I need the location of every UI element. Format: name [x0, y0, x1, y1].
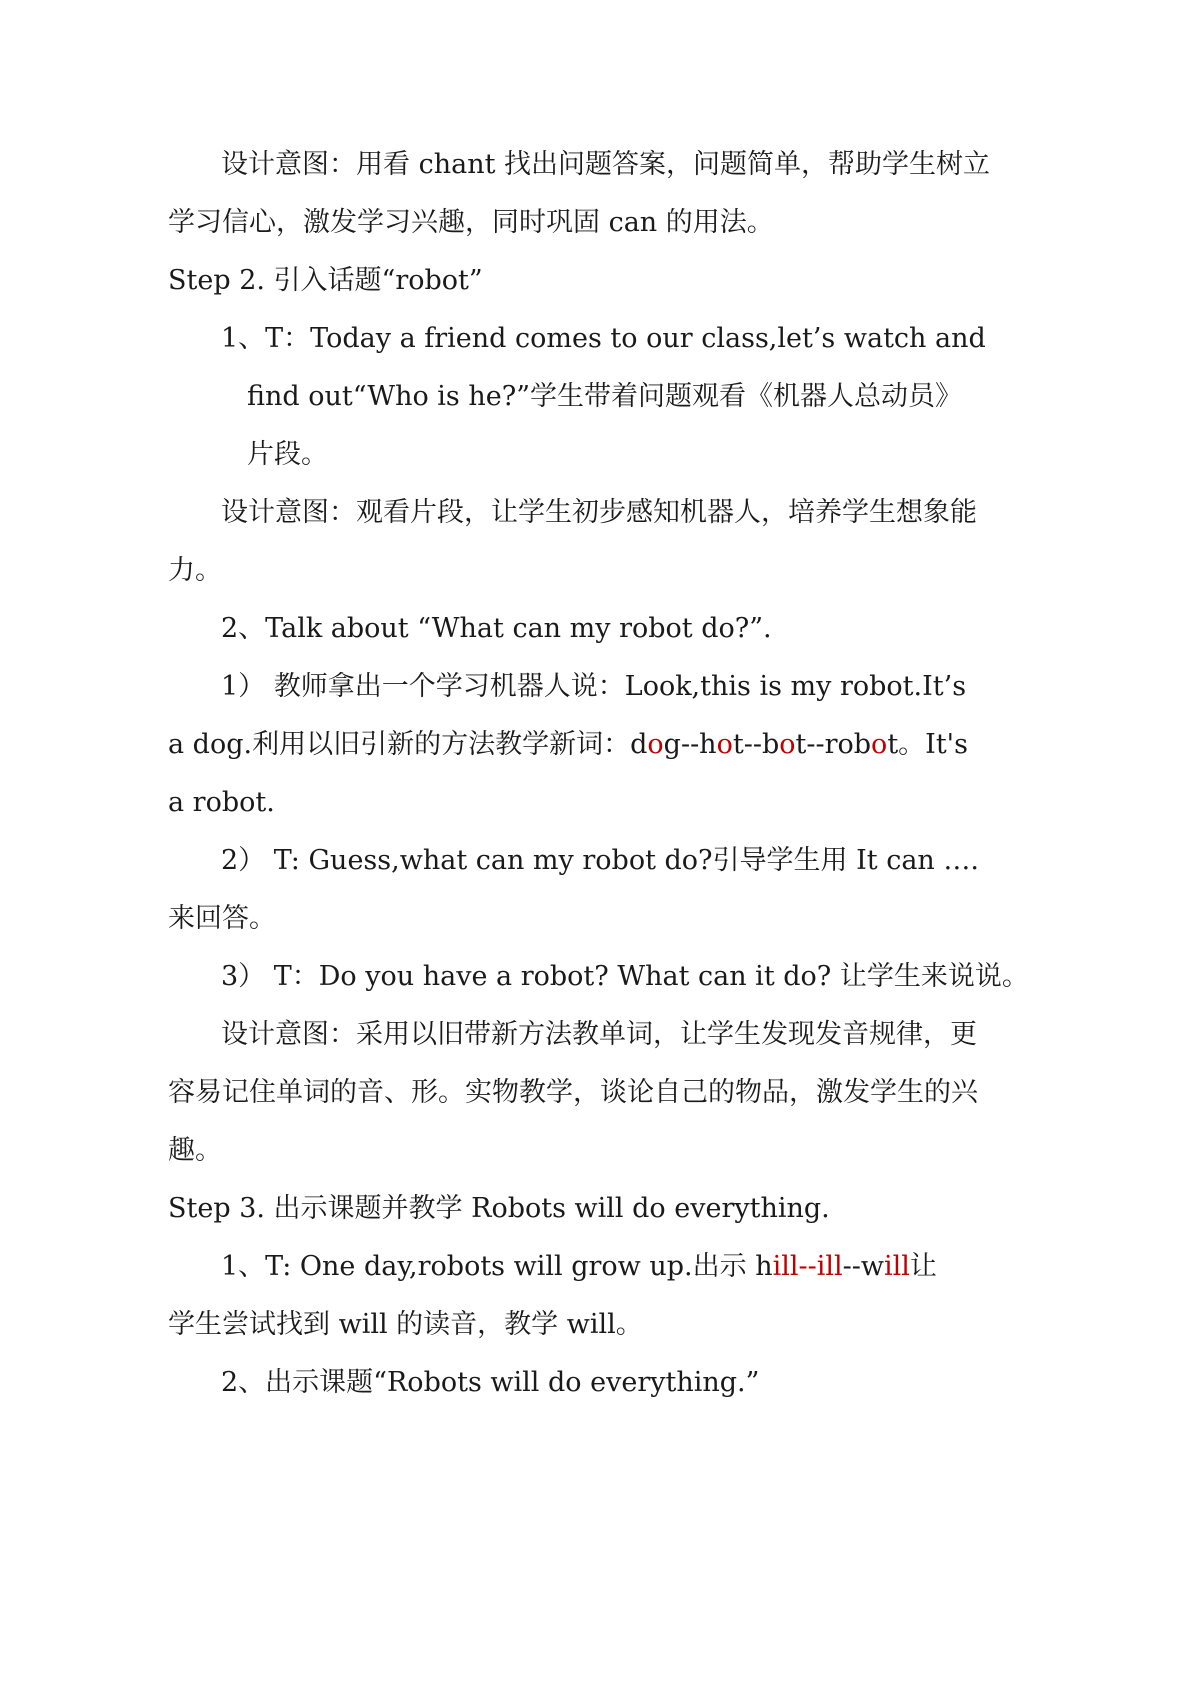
- word-chain-2-segment: --w: [842, 1251, 884, 1282]
- word-chain-1-segment: t--rob: [795, 729, 872, 760]
- word-chain-1-segment: o: [779, 729, 796, 760]
- design-intent-1-line-1: 设计意图：用看 chant 找出问题答案，问题简单，帮助学生树立: [221, 149, 991, 180]
- word-chain-1-segment: o: [716, 729, 733, 760]
- step-2-sub-1-line-2: [168, 725, 968, 765]
- step-2-item-1-line-1: 1、T：Today a friend comes to our class,let’s watch and: [221, 323, 986, 354]
- design-intent-3-line-2: 容易记住单词的音、形。实物教学，谈论自己的物品，激发学生的兴: [168, 1077, 978, 1108]
- word-chain-1-segment: d: [630, 729, 648, 760]
- step-2-item-1-line-2: find out“Who is he?”学生带着问题观看《机器人总动员》: [247, 381, 963, 412]
- step-3-item-1-line-1: [221, 1247, 937, 1287]
- step-3-item-1-line-1-text: 1、T: One day,robots will grow up.出示: [221, 1251, 756, 1282]
- word-chain-1-segment: t--b: [732, 729, 780, 760]
- step-2-sub-2-line-2: 来回答。: [168, 903, 276, 934]
- step-2-sub-1-line-1: 1） 教师拿出一个学习机器人说：Look,this is my robot.It’s: [221, 671, 967, 702]
- step-3-item-1-line-1-end: 让: [909, 1251, 937, 1282]
- word-chain-2-segment: h: [755, 1251, 773, 1282]
- word-chain-2-segment: ill--ill: [772, 1251, 843, 1282]
- word-chain-2-segment: ill: [884, 1251, 910, 1282]
- step-2-item-1-line-3: 片段。: [247, 439, 328, 470]
- step-2-sub-1-line-3: a robot.: [168, 787, 275, 818]
- step-3-item-1-line-2: 学生尝试找到 will 的读音，教学 will。: [168, 1309, 643, 1340]
- design-intent-3-line-1: 设计意图：采用以旧带新方法教单词，让学生发现发音规律，更: [221, 1019, 977, 1050]
- design-intent-3-line-3: 趣。: [168, 1135, 222, 1166]
- step-2-sub-3: 3） T：Do you have a robot? What can it do? 让学生来说说。: [221, 961, 1029, 992]
- step-2-sub-2-line-1: 2） T: Guess,what can my robot do?引导学生用 It can ….: [221, 845, 979, 876]
- step-3-item-2: 2、出示课题“Robots will do everything.”: [221, 1367, 760, 1398]
- design-intent-2-line-2: 力。: [168, 555, 222, 586]
- step-2-item-2: 2、Talk about “What can my robot do?”.: [221, 613, 772, 644]
- step-3-heading: Step 3. 出示课题并教学 Robots will do everything.: [168, 1193, 830, 1224]
- word-chain-1-segment: t。It's: [887, 729, 968, 760]
- word-chain-hill-will: [755, 1251, 910, 1282]
- word-chain-1-segment: g--h: [663, 729, 717, 760]
- design-intent-2-line-1: 设计意图：观看片段，让学生初步感知机器人，培养学生想象能: [221, 497, 977, 528]
- word-chain-dog-robot: [630, 729, 968, 760]
- word-chain-1-segment: o: [871, 729, 888, 760]
- step-2-heading: Step 2. 引入话题“robot”: [168, 265, 483, 296]
- design-intent-1-line-2: 学习信心，激发学习兴趣，同时巩固 can 的用法。: [168, 207, 774, 238]
- step-2-sub-1-line-2-text: a dog.利用以旧引新的方法教学新词：: [168, 729, 631, 760]
- word-chain-1-segment: o: [647, 729, 664, 760]
